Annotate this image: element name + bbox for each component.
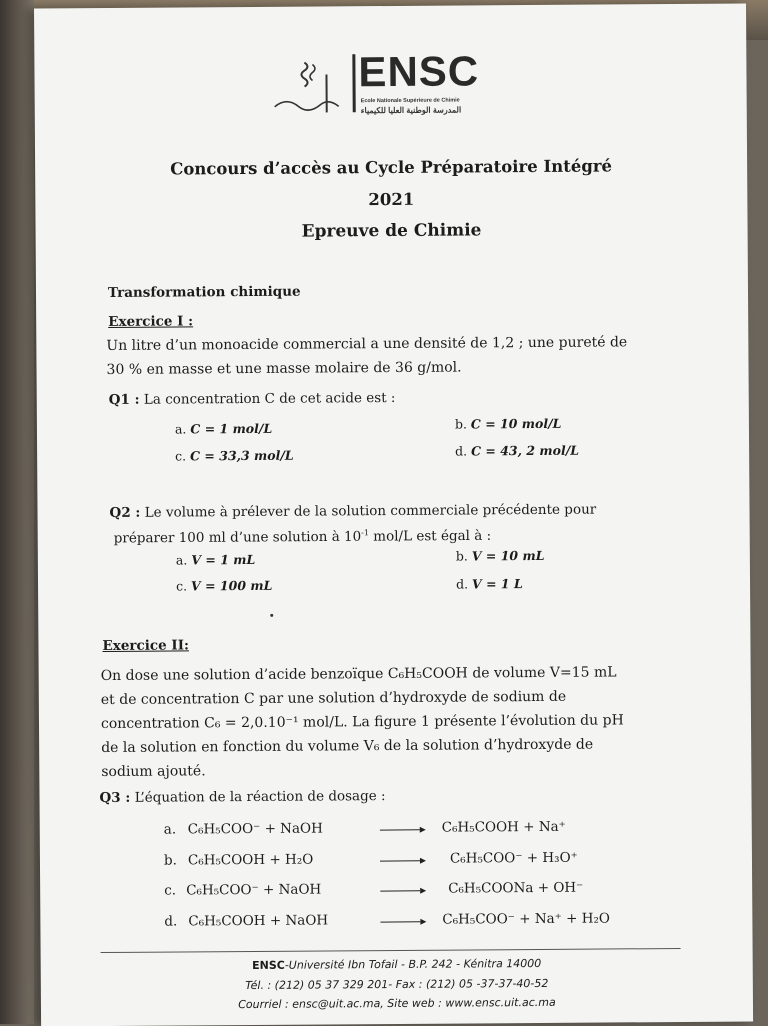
q3-option-b[interactable] bbox=[40, 848, 752, 877]
exam-subject: Epreuve de Chimie bbox=[36, 219, 748, 244]
exercise-2-statement bbox=[101, 660, 674, 784]
reaction-arrow-icon bbox=[380, 856, 426, 866]
exercise-2-line: sodium ajouté. bbox=[101, 756, 673, 784]
question-3 bbox=[99, 788, 385, 806]
exercise-1-heading: Exercice I : bbox=[108, 313, 193, 330]
q2-option-d[interactable] bbox=[456, 576, 523, 591]
background-left bbox=[0, 0, 34, 1024]
logo-subtitle-ar: المدرسة الوطنية العليا للكيمياء bbox=[361, 106, 462, 116]
equation-reactants: C₆H₅COOH + NaOH bbox=[188, 912, 328, 929]
equation-products: C₆H₅COO⁻ + H₃O⁺ bbox=[450, 850, 578, 867]
equation-reactants: C₆H₅COO⁻ + NaOH bbox=[188, 820, 323, 837]
exam-title: Concours d’accès au Cycle Préparatoire Intégré bbox=[35, 156, 747, 180]
footer-phone: Tél. : (212) 05 37 329 201- Fax : (212) 05 -37-37-40-52 bbox=[41, 975, 753, 993]
option-letter: a. bbox=[175, 421, 187, 436]
option-letter: c. bbox=[176, 578, 187, 593]
question-3-label: Q3 : bbox=[99, 790, 130, 806]
question-2-label: Q2 : bbox=[109, 505, 140, 521]
equation-products: C₆H₅COONa + OH⁻ bbox=[448, 880, 583, 897]
option-expression: C = 33,3 mol/L bbox=[190, 448, 294, 464]
q3-option-c[interactable] bbox=[40, 878, 752, 907]
option-letter: b. bbox=[456, 548, 468, 563]
exam-year: 2021 bbox=[35, 188, 747, 212]
question-3-text: L’équation de la réaction de dosage : bbox=[135, 788, 386, 806]
exercise-2-line: et de concentration C par une solution d’hydroxyde de sodium de bbox=[101, 684, 673, 712]
q1-option-b[interactable] bbox=[455, 416, 562, 432]
option-letter: c. bbox=[175, 448, 186, 463]
q2-option-c[interactable] bbox=[176, 578, 272, 594]
reaction-arrow-icon bbox=[380, 886, 426, 896]
footer-contact: Courriel : ensc@uit.ac.ma, Site web : www.ensc.uit.ac.ma bbox=[41, 994, 753, 1012]
ensc-logo bbox=[262, 47, 492, 121]
logo-divider bbox=[352, 54, 355, 112]
option-letter: d. bbox=[455, 443, 467, 458]
equation-reactants: C₆H₅COO⁻ + NaOH bbox=[186, 882, 321, 899]
exercise-2-heading: Exercice II: bbox=[102, 637, 189, 654]
footer-address-rest: -Université Ibn Tofail - B.P. 242 - Kénitra 14000 bbox=[285, 957, 542, 972]
option-letter: a. bbox=[176, 552, 188, 567]
logo-subtitle-fr: Ecole Nationale Supérieure de Chimie bbox=[361, 98, 460, 105]
q1-option-c[interactable] bbox=[175, 448, 294, 464]
option-expression: V = 10 mL bbox=[472, 548, 545, 564]
question-2 bbox=[109, 498, 665, 549]
logo-name: ENSC bbox=[358, 47, 479, 96]
question-1 bbox=[109, 390, 396, 408]
exercise-1-statement bbox=[106, 330, 666, 382]
exercise-1-line-1: Un litre d’un monoacide commercial a une densité de 1,2 ; une pureté de bbox=[106, 330, 666, 358]
reaction-arrow-icon bbox=[380, 917, 426, 927]
section-title: Transformation chimique bbox=[108, 284, 301, 301]
ink-dot bbox=[270, 614, 273, 617]
option-letter: d. bbox=[164, 914, 177, 930]
question-2-line-1: Le volume à prélever de la solution commerciale précédente pour bbox=[145, 502, 597, 521]
option-letter: c. bbox=[164, 883, 176, 899]
exercise-2-line: de la solution en fonction du volume V₆ de la solution d’hydroxyde de bbox=[101, 732, 673, 760]
reaction-arrow-icon bbox=[380, 825, 426, 835]
equation-reactants: C₆H₅COOH + H₂O bbox=[188, 852, 313, 869]
option-expression: V = 100 mL bbox=[191, 578, 272, 594]
question-2-line-2a: préparer 100 ml d’une solution à 10 bbox=[114, 529, 362, 547]
exercise-1-line-2: 30 % en masse et une masse molaire de 36 g/mol. bbox=[106, 354, 666, 382]
option-letter: d. bbox=[456, 576, 468, 591]
question-2-line-2b: mol/L est égal à : bbox=[369, 528, 491, 545]
question-2-exponent: -1 bbox=[361, 528, 369, 537]
option-expression: V = 1 mL bbox=[191, 552, 255, 567]
option-letter: b. bbox=[455, 416, 467, 431]
option-letter: b. bbox=[164, 853, 177, 869]
exercise-2-line: On dose une solution d’acide benzoïque C₆H₅COOH de volume V=15 mL bbox=[101, 660, 673, 688]
footer-ensc: ENSC bbox=[252, 959, 285, 972]
footer-address bbox=[41, 955, 753, 973]
equation-products: C₆H₅COOH + Na⁺ bbox=[442, 819, 566, 836]
q2-option-b[interactable] bbox=[456, 548, 545, 564]
q3-option-a[interactable] bbox=[40, 817, 752, 846]
q2-option-a[interactable] bbox=[176, 552, 255, 568]
q1-option-d[interactable] bbox=[455, 443, 579, 459]
option-expression: V = 1 L bbox=[472, 576, 523, 591]
option-expression: C = 1 mol/L bbox=[190, 421, 272, 437]
question-1-label: Q1 : bbox=[109, 392, 140, 408]
exercise-2-line: concentration C₆ = 2,0.10⁻¹ mol/L. La figure 1 présente l’évolution du pH bbox=[101, 708, 673, 736]
option-letter: a. bbox=[164, 822, 176, 838]
footer-divider bbox=[101, 948, 681, 953]
option-expression: C = 43, 2 mol/L bbox=[471, 443, 579, 459]
exam-page bbox=[34, 4, 753, 1026]
option-expression: C = 10 mol/L bbox=[471, 416, 562, 432]
equation-products: C₆H₅COO⁻ + Na⁺ + H₂O bbox=[442, 910, 610, 927]
question-1-text: La concentration C de cet acide est : bbox=[144, 390, 396, 408]
q1-option-a[interactable] bbox=[175, 421, 272, 437]
q3-option-d[interactable] bbox=[40, 909, 752, 938]
university-emblem-icon bbox=[264, 54, 348, 119]
